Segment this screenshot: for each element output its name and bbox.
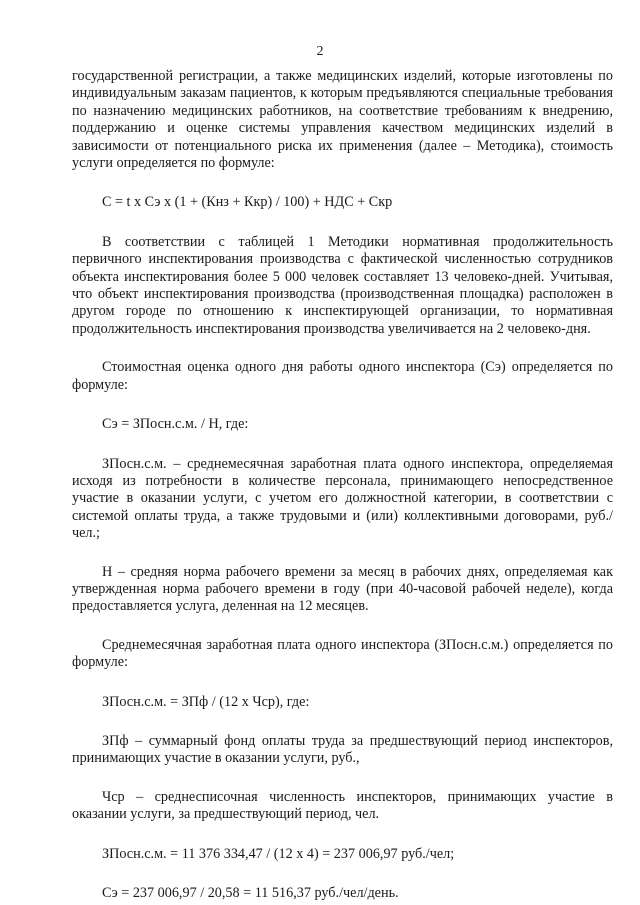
- formula-service-cost: C = t x Сэ x (1 + (Кнз + Ккр) / 100) + НДС + Скр: [102, 194, 393, 211]
- document-body: [72, 68, 613, 902]
- calculation-daily-cost: Сэ = 237 006,97 / 20,58 = 11 516,37 руб./чел/день.: [102, 885, 399, 901]
- formula-average-salary: ЗПосн.с.м. = ЗПф / (12 х Чср), где:: [102, 693, 310, 710]
- paragraph-daily-cost-intro: Стоимостная оценка одного дня работы одного инспектора (Сэ) определяется по формуле:: [72, 359, 613, 393]
- paragraph-average-salary-intro: Среднемесячная заработная плата одного инспектора (ЗПосн.с.м.) определяется по формуле:: [72, 636, 613, 671]
- paragraph-wage-fund-definition: ЗПф – суммарный фонд оплаты труда за предшествующий период инспекторов, принимающих участие в оказании услуги, руб.,: [72, 732, 613, 767]
- paragraph-inspection-duration: В соответствии с таблицей 1 Методики нормативная продолжительность первичного инспектирования производства с фактической численностью сотрудников объекта инспектирования более 5 000 человек составляет 13 человеко-дней. Учитывая, что объект инспектирования производства (производственная площадка) расположен в другом городе по отношению к инспектирующей организации, то нормативная продолжительность инспектирования производства увеличивается на 2 человеко-дня.: [72, 233, 613, 337]
- paragraph-methodology-intro: государственной регистрации, а также медицинских изделий, которые изготовлены по индивидуальным заказам пациентов, к которым предъявляются специальные требования по назначению медицинских работников, на соответствие требованиям к внедрению, поддержанию и оценке системы управления качеством медицинских изделий в зависимости от потенциального риска их применения (далее – Методика), стоимость услуги определяется по формуле:: [72, 68, 613, 172]
- paragraph-working-time-definition: Н – средняя норма рабочего времени за месяц в рабочих днях, определяемая как утвержденная норма рабочего времени в году (при 40-часовой рабочей неделе), когда предоставляется услуга, деленная на 12 месяцев.: [72, 563, 613, 615]
- paragraph-headcount-definition: Чср – среднесписочная численность инспекторов, принимающих участие в оказании услуги, за предшествующий период, чел.: [72, 788, 613, 823]
- formula-daily-cost: Сэ = ЗПосн.с.м. / Н, где:: [102, 416, 249, 433]
- calculation-average-salary: ЗПосн.с.м. = 11 376 334,47 / (12 х 4) = 237 006,97 руб./чел;: [102, 845, 455, 862]
- page-number: 2: [316, 44, 324, 59]
- paragraph-salary-definition: ЗПосн.с.м. – среднемесячная заработная плата одного инспектора, определяемая исходя из потребности в количестве персонала, принимающего непосредственное участие в оказании услуги, с учетом его должностной категории, в соответствии с системой оплаты труда, а также трудовыми и (или) коллективными договорами, руб./чел.;: [72, 455, 613, 542]
